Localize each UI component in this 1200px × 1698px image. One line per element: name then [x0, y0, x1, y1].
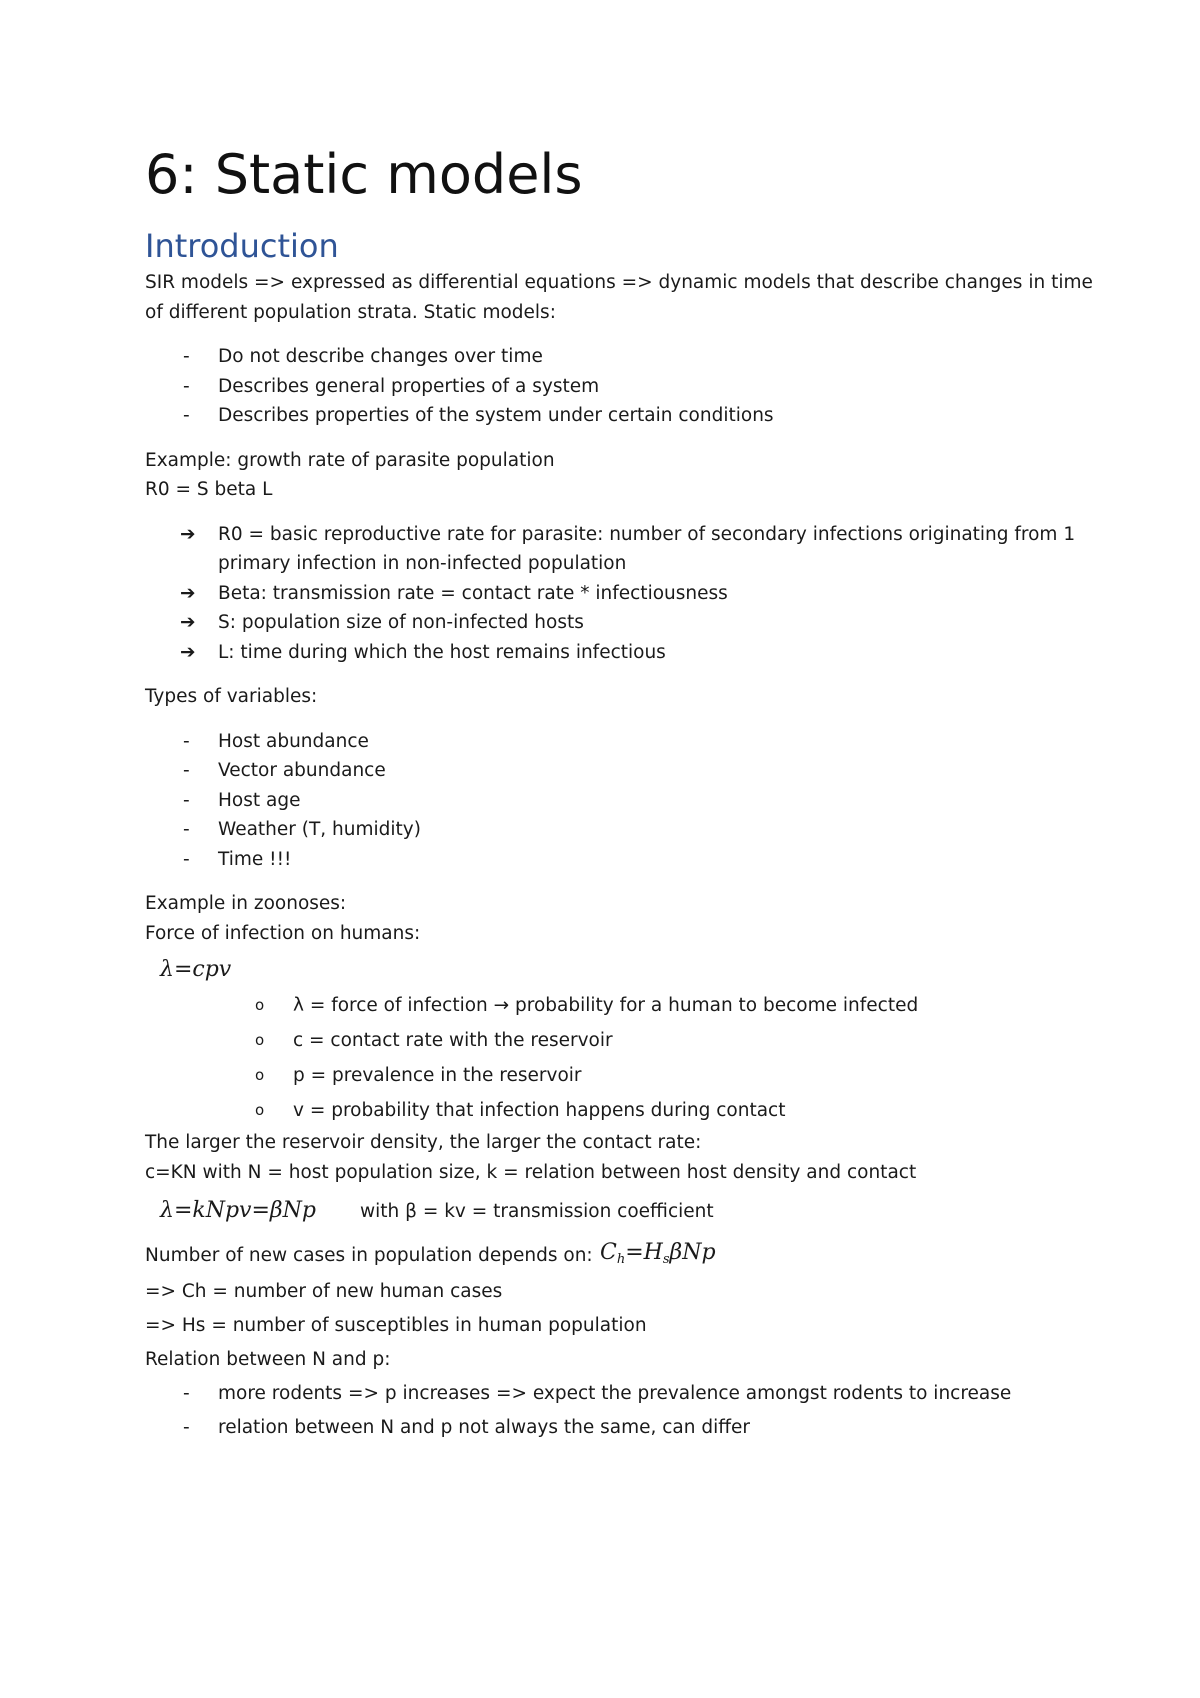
transmission-coefficient-note: with β = kv = transmission coefficient	[360, 1201, 714, 1222]
variables-list	[145, 727, 1065, 875]
list-item: - more rodents => p increases => expect the prevalence amongst rodents to increase	[145, 1377, 1065, 1411]
list-item: - relation between N and p not always the same, can differ	[145, 1411, 1065, 1445]
list-item: ➔ R0 = basic reproductive rate for parasite: number of secondary infections originating from 1 primary infection in non-infected population	[145, 520, 1078, 579]
static-properties-list	[145, 342, 1065, 431]
list-item: ➔ S: population size of non-infected hosts	[145, 608, 1065, 638]
list-item: ➔ L: time during which the host remains infectious	[145, 638, 1065, 668]
list-item: - Host abundance	[145, 727, 1065, 757]
cases-label: Number of new cases in population depends on:	[145, 1245, 593, 1266]
variables-label: Types of variables:	[145, 686, 318, 707]
dash-marker: -	[183, 346, 190, 367]
list-item: - Describes properties of the system under certain conditions	[145, 401, 1065, 431]
list-item: - Describes general properties of a system	[145, 372, 1065, 402]
dash-marker: -	[183, 730, 190, 752]
dash-marker: -	[183, 1417, 190, 1438]
circle-bullet-icon: o	[255, 1101, 265, 1119]
arrow-icon: ➔	[180, 641, 196, 663]
cases-formula: $C_h=H_s\beta Np$	[600, 1240, 716, 1267]
dash-marker: -	[183, 405, 190, 426]
intro-line: of different population strata. Static models:	[145, 301, 556, 323]
arrow-icon: ➔	[180, 612, 196, 633]
page-title: 6: Static models	[145, 143, 583, 206]
force-terms-list	[145, 988, 1065, 1128]
force-label: Force of infection on humans:	[145, 922, 421, 944]
list-item: o c = contact rate with the reservoir	[145, 1023, 1065, 1058]
page-content	[145, 140, 1093, 1445]
definitions-list	[145, 520, 1076, 668]
ch-definition: => Ch = number of new human cases	[145, 1281, 503, 1302]
list-item: ➔ Beta: transmission rate = contact rate * infectiousness	[145, 579, 1065, 609]
hs-definition: => Hs = number of susceptibles in human population	[145, 1315, 647, 1336]
list-item: o v = probability that infection happens during contact	[145, 1093, 1065, 1128]
list-item: - Do not describe changes over time	[145, 342, 1065, 372]
arrow-icon: ➔	[180, 523, 196, 545]
transmission-formula-line	[145, 1187, 1065, 1231]
dash-marker: -	[183, 1383, 190, 1404]
circle-bullet-icon: o	[255, 996, 265, 1014]
section-heading: Introduction	[145, 227, 339, 265]
dash-marker: -	[183, 819, 190, 840]
r0-formula: R0 = S beta L	[145, 479, 273, 500]
list-item: - Vector abundance	[145, 756, 1065, 786]
dash-marker: -	[183, 848, 190, 870]
density-line: c=KN with N = host population size, k = relation between host density and contact	[145, 1161, 917, 1183]
list-item: o λ = force of infection → probability for a human to become infected	[145, 988, 1065, 1023]
transmission-formula: λ=kNpv=βNp	[160, 1198, 316, 1223]
list-item: - Weather (T, humidity)	[145, 815, 1065, 845]
force-formula: λ=cpv	[160, 957, 232, 982]
relation-list	[145, 1377, 1065, 1445]
example-label: Example: growth rate of parasite population	[145, 449, 555, 471]
relation-label: Relation between N and p:	[145, 1349, 391, 1370]
list-item: - Time !!!	[145, 845, 1065, 875]
list-item: - Host age	[145, 786, 1065, 816]
density-line: The larger the reservoir density, the larger the contact rate:	[145, 1132, 702, 1153]
list-item: o p = prevalence in the reservoir	[145, 1058, 1065, 1093]
dash-marker: -	[183, 375, 190, 397]
intro-line: SIR models => expressed as differential equations => dynamic models that describe changes in time	[145, 272, 1093, 293]
circle-bullet-icon: o	[255, 1066, 265, 1084]
dash-marker: -	[183, 760, 190, 781]
zoonoses-label: Example in zoonoses:	[145, 893, 347, 914]
cases-line	[145, 1231, 1065, 1275]
dash-marker: -	[183, 789, 190, 811]
arrow-icon: ➔	[180, 582, 196, 604]
circle-bullet-icon: o	[255, 1031, 265, 1049]
